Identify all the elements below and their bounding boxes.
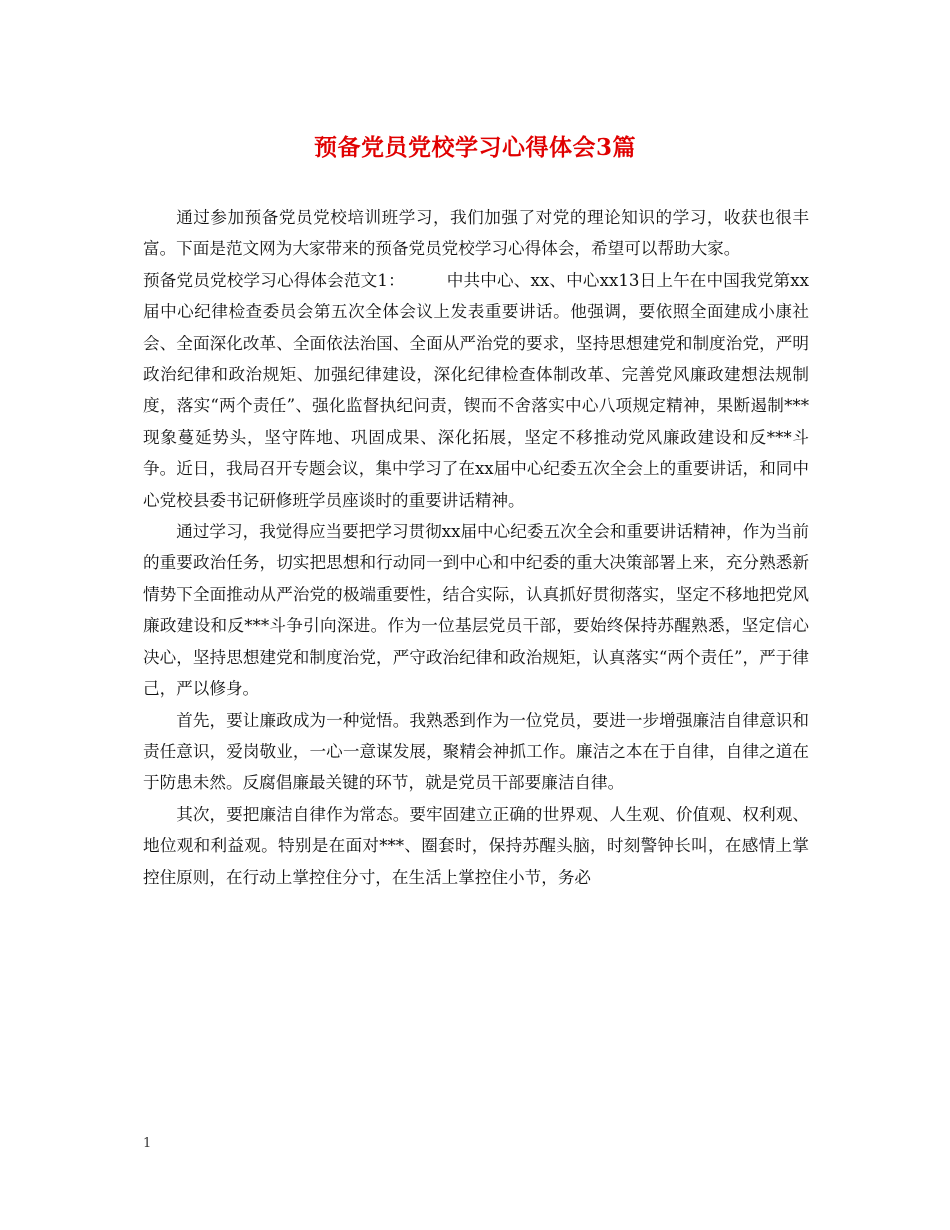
- page-number: 1: [143, 1136, 152, 1151]
- document-body: [143, 202, 809, 893]
- paragraph-study: 通过学习，我觉得应当要把学习贯彻xx届中心纪委五次全会和重要讲话精神，作为当前的重要政治任务，切实把思想和行动同一到中心和中纪委的重大决策部署上来，充分熟悉新情势下全面推动从严治党的极端重要性，结合实际，认真抓好贯彻落实，坚定不移地把党风廉政建设和反***斗争引向深进。作为一位基层党员干部，要始终保持苏醒熟悉，坚定信心决心，坚持思想建党和制度治党，严守政治纪律和政治规矩，认真落实“两个责任”，严于律己，严以修身。: [143, 522, 809, 699]
- paragraph-intro: 通过参加预备党员党校培训班学习，我们加强了对党的理论知识的学习，收获也很丰富。下面是范文网为大家带来的预备党员党校学习心得体会，希望可以帮助大家。: [143, 208, 809, 259]
- paragraph-sample-1: 预备党员党校学习心得体会范文1： 中共中心、xx、中心xx13日上午在中国我党第xx届中心纪律检查委员会第五次全体会议上发表重要讲话。他强调，要依照全面建成小康社会、全面深化改革、全面依法治国、全面从严治党的要求，坚持思想建党和制度治党，严明政治纪律和政治规矩、加强纪律建设，深化纪律检查体制改革、完善党风廉政建想法规制度，落实“两个责任”、强化监督执纪问责，锲而不舍落实中心八项规定精神，果断遏制***现象蔓延势头，坚守阵地、巩固成果、深化拓展，坚定不移推动党风廉政建设和反***斗争。近日，我局召开专题会议，集中学习了在xx届中心纪委五次全会上的重要讲话，和同中心党校县委书记研修班学员座谈时的重要讲话精神。: [143, 270, 809, 510]
- document-title: 预备党员党校学习心得体会3篇: [313, 134, 636, 161]
- paragraph-first: 首先，要让廉政成为一种觉悟。我熟悉到作为一位党员，要进一步增强廉洁自律意识和责任意识，爱岗敬业，一心一意谋发展，聚精会神抓工作。廉洁之本在于自律，自律之道在于防患未然。反腐倡廉最关键的环节，就是党员干部要廉洁自律。: [143, 710, 809, 793]
- paragraph-second: 其次，要把廉洁自律作为常态。要牢固建立正确的世界观、人生观、价值观、权利观、地位观和利益观。特别是在面对***、圈套时，保持苏醒头脑，时刻警钟长叫，在感情上掌控住原则，在行动上掌控住分寸，在生活上掌控住小节，务必: [143, 804, 809, 887]
